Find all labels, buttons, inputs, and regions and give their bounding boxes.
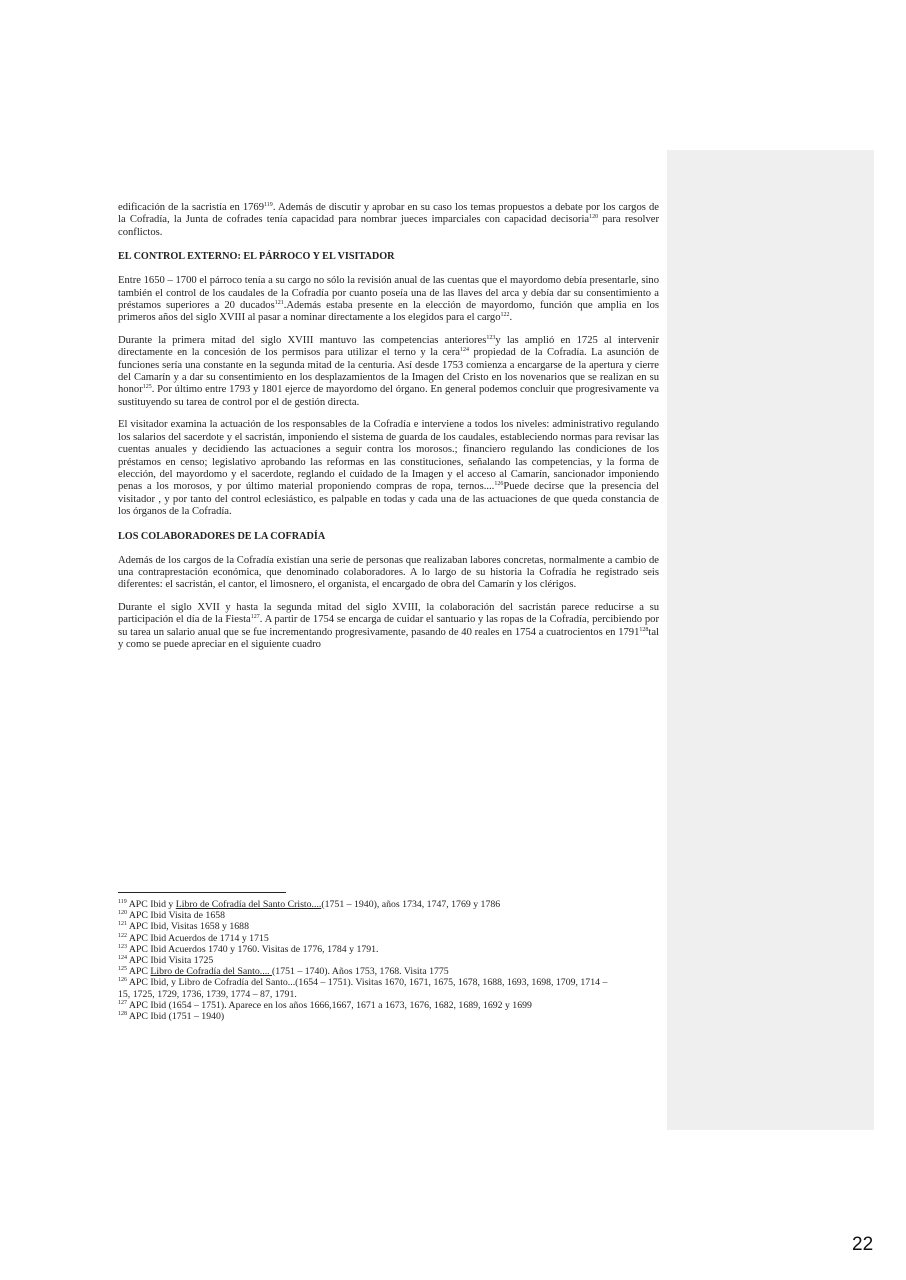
- footnote-ref[interactable]: 127: [250, 614, 260, 621]
- footnote-128: [118, 1011, 618, 1022]
- book-title: Libro de Cofradía del Santo....: [150, 966, 273, 978]
- footnote-121: [118, 921, 618, 932]
- document-body: [118, 202, 659, 661]
- footnote-separator: [118, 892, 286, 893]
- text: tal y como se puede apreciar en el siguiente cuadro: [118, 626, 659, 650]
- text: .Además estaba presente en la elección de mayordomo, función que amplia en los primeros años del siglo XVIII al pasar a nominar directamente a los elegidos para el cargo: [118, 300, 659, 324]
- text: APC Ibid Visita 1725: [127, 955, 214, 967]
- footnote-ref[interactable]: 123: [486, 334, 496, 341]
- text: APC Ibid (1751 – 1940): [127, 1011, 225, 1023]
- text: Puede decirse que la presencia del visitador , y por tanto del control eclesiástico, es palpable en todas y cada una de las actuaciones de que queda constancia de los órganos de la Cofradía.: [118, 481, 659, 518]
- text: edificación de la sacristía en 1769: [118, 202, 265, 213]
- footnotes: [118, 899, 618, 1022]
- footnote-ref[interactable]: 126: [494, 481, 504, 488]
- footnote-119: [118, 899, 618, 910]
- text: Durante el siglo XVII y hasta la segunda mitad del siglo XVIII, la colaboración del sacristán parece reducirse a su participación el día de la Fiesta: [118, 601, 659, 626]
- footnote-number: 123: [118, 943, 127, 950]
- footnote-number: 120: [118, 910, 127, 917]
- footnote-120: [118, 910, 618, 921]
- footnote-number: 121: [118, 921, 127, 928]
- footnote-ref[interactable]: 128: [639, 626, 649, 633]
- text: APC Ibid Visita de 1658: [127, 910, 226, 922]
- text: APC Ibid y: [126, 899, 176, 910]
- section-heading: LOS COLABORADORES DE LA COFRADÍA: [118, 530, 326, 542]
- footnote-122: [118, 933, 618, 944]
- paragraph: [118, 602, 659, 652]
- footnote-123: [118, 944, 618, 955]
- footnote-127: [118, 1000, 618, 1011]
- text: y las amplió en 1725 al intervenir directamente en la concesión de los permisos para utilizar el terno y la cera: [118, 334, 660, 359]
- footnote-number: 122: [118, 932, 127, 939]
- footnote-ref[interactable]: 119: [264, 202, 273, 208]
- footnote-ref[interactable]: 120: [589, 214, 599, 221]
- footnote-ref[interactable]: 124: [459, 347, 469, 354]
- footnote-ref[interactable]: 125: [142, 384, 152, 391]
- text: . A partir de 1754 se encarga de cuidar el santuario y las ropas de la Cofradía, percibiendo por su tarea un salario anual que se fue incrementando progresivamente, pasando de 40 reales en 1754 a cuatrocientos en 1791: [118, 614, 659, 638]
- footnote-number: 119: [118, 899, 127, 905]
- text: (1751 – 1940), años 1734, 1747, 1769 y 1786: [321, 899, 501, 910]
- paragraph: Además de los cargos de la Cofradía existían una serie de personas que realizaban labores concretas, normalmente a cambio de una contraprestación económica, que denominado colaboradores. A lo largo de su historia la Cofradía he registrado seis diferentes: el sacristán, el cantor, el limosnero, el organista, el encargado de obra del Camarín y los clérigos.: [118, 554, 659, 591]
- footnote-ref[interactable]: 122: [500, 312, 510, 319]
- paragraph: [118, 419, 659, 518]
- paragraph-intro: [118, 202, 659, 239]
- footnote-number: 124: [118, 955, 127, 962]
- text: APC: [127, 966, 151, 978]
- footnote-number: 127: [118, 999, 127, 1006]
- text: Entre 1650 – 1700 el párroco tenía a su cargo no sólo la revisión anual de las cuentas que el mayordomo debía presentarle, sino también el control de los caudales de la Cofradía por cuanto poseía una de las llaves del arca y debía dar su consentimiento a préstamos superiores a 20 ducados: [118, 275, 659, 312]
- paragraph: [118, 335, 659, 409]
- text: (1751 – 1740). Años 1753, 1768. Visita 1775: [272, 966, 449, 978]
- footnote-126: [118, 977, 618, 999]
- text: El visitador examina la actuación de los responsables de la Cofradía e interviene a todos los niveles: administrativo regulando los salarios del sacerdote y el sacristán, imponiendo el sistema de guarda de los caudales, estableciendo normas para revisar las cuentas anuales y decidiendo las actuaciones a seguir contra los morosos.; financiero regulando las condiciones de los préstamos en censo; legislativo aprobando las reformas en las constituciones, señalando las competencias, y la forma de elección, del mayordomo y el sacerdote, reglando el cuidado de la Imagen y el acceso al Camarín, sancionador imponiendo penas a los morosos, y por último material proponiendo compras de ropa, ternos....: [118, 419, 659, 493]
- text: . Por último entre 1793 y 1801 ejerce de mayordomo del órgano. En general podemos concluir que progresivamente va sustituyendo su tarea de control por el de gestión directa.: [118, 384, 659, 408]
- book-title: Libro de Cofradía del Santo Cristo....: [175, 899, 322, 910]
- footnote-124: [118, 955, 618, 966]
- footnote-125: [118, 966, 618, 977]
- footnote-number: 126: [118, 977, 127, 984]
- comment-margin-panel: [667, 150, 874, 1130]
- footnote-number: 125: [118, 966, 127, 973]
- page-number: 22: [852, 1234, 874, 1255]
- text: APC Ibid Acuerdos 1740 y 1760. Visitas de 1776, 1784 y 1791.: [127, 943, 379, 955]
- text: APC Ibid, Visitas 1658 y 1688: [127, 921, 249, 933]
- text: . Además de discutir y aprobar en su caso los temas propuestos a debate por los cargos de la Cofradía, la Junta de cofrades tenía capacidad para nombrar jueces imparciales con capacidad decisoria: [118, 202, 659, 226]
- text: .: [509, 312, 513, 324]
- section-heading: EL CONTROL EXTERNO: EL PÁRROCO Y EL VISITADOR: [118, 251, 395, 263]
- paragraph: [118, 275, 659, 325]
- text: Durante la primera mitad del siglo XVIII mantuvo las competencias anteriores: [118, 334, 487, 346]
- text: APC Ibid (1654 – 1751). Aparece en los años 1666,1667, 1671 a 1673, 1676, 1682, 1689, 1692 y 1699: [127, 999, 532, 1011]
- text: APC Ibid Acuerdos de 1714 y 1715: [127, 932, 269, 944]
- text: APC Ibid, y Libro de Cofradía del Santo...(1654 – 1751). Visitas 1670, 1671, 1675, 1678, 1688, 1693, 1698, 1709, 1714 – 15, 1725, 1729, 1736, 1739, 1774 – 87, 1791.: [118, 977, 608, 1000]
- text: propiedad de la Cofradía. La asunción de funciones sería una constante en la segunda mitad de la centuria. Así desde 1753 comienza a encargarse de la apertura y cierre del Camarín y a dar su consentimiento en los desplazamientos de la Imagen del Cristo en los novenarios que se realizan en su honor: [118, 347, 659, 396]
- footnote-number: 128: [118, 1011, 127, 1018]
- footnote-ref[interactable]: 121: [274, 300, 284, 307]
- text: para resolver conflictos.: [118, 214, 659, 238]
